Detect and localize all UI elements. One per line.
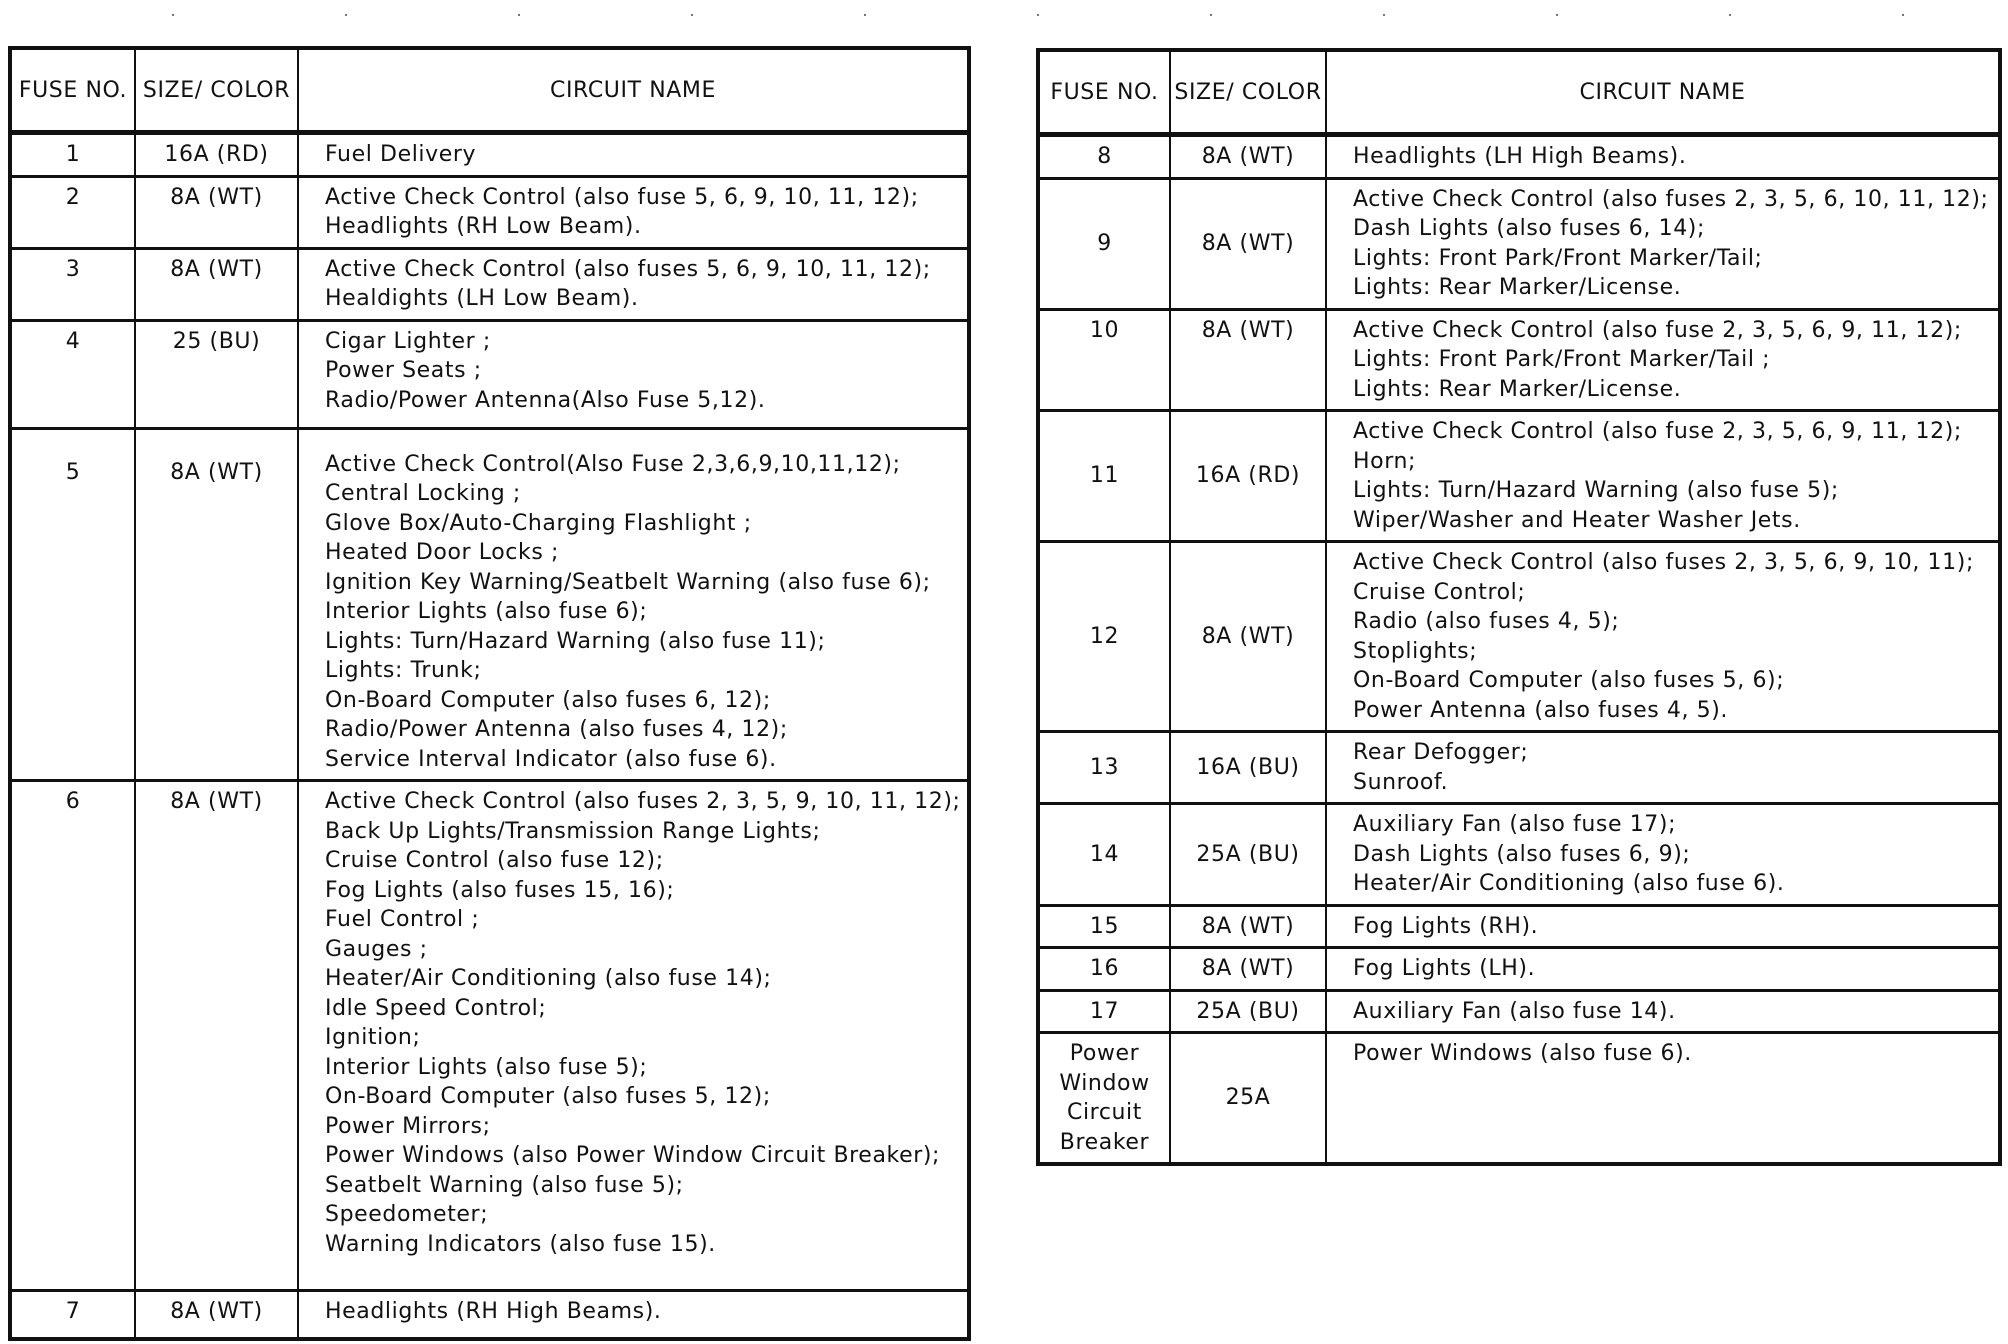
fuse-size-color: 8A (WT) [135, 1291, 298, 1339]
circuit-line: Power Windows (also fuse 6). [1353, 1041, 1692, 1066]
circuit-line: Back Up Lights/Transmission Range Lights; [325, 818, 821, 844]
fuse-size-color: 25A [1170, 1033, 1326, 1165]
header-fuse-no: FUSE NO. [10, 48, 135, 133]
circuit-line: Fog Lights (also fuses 15, 16); [325, 877, 675, 903]
fuse-row [10, 781, 969, 1291]
fuse-number: 8 [1038, 135, 1170, 179]
circuit-line: Interior Lights (also fuse 5); [325, 1054, 648, 1080]
circuit-name-cell [298, 133, 969, 177]
header-circuit-name: CIRCUIT NAME [298, 48, 969, 133]
fuse-number: 5 [10, 428, 135, 781]
fuse-row [1038, 732, 2000, 804]
circuit-line: On-Board Computer (also fuses 5, 12); [325, 1084, 771, 1109]
fuse-size-color: 25A (BU) [1170, 804, 1326, 906]
fuse-size-color: 8A (WT) [135, 248, 298, 320]
circuit-name-cell [298, 428, 969, 781]
fuse-row [1038, 309, 2000, 411]
page-edge-dots [0, 14, 2008, 24]
fuse-number: 2 [10, 176, 135, 248]
fuse-size-color: 8A (WT) [135, 176, 298, 248]
fuse-size-color: 16A (BU) [1170, 732, 1326, 804]
circuit-line: Headlights (RH High Beams). [325, 1299, 662, 1324]
circuit-name-cell [1326, 905, 2000, 948]
circuit-line: Radio/Power Antenna(Also Fuse 5,12). [325, 387, 766, 413]
fuse-row [10, 1291, 969, 1339]
circuit-name-cell [1326, 135, 2000, 179]
fuse-size-color: 8A (WT) [1170, 542, 1326, 732]
circuit-line: Auxiliary Fan (also fuse 17); [1353, 812, 1677, 837]
fuse-number: 17 [1038, 990, 1170, 1033]
circuit-line: Fuel Control ; [325, 907, 480, 932]
circuit-line: Idle Speed Control; [325, 995, 547, 1021]
circuit-line: Glove Box/Auto-Charging Flashlight ; [325, 510, 752, 536]
circuit-name-cell [1326, 948, 2000, 991]
fuse-row [1038, 948, 2000, 991]
fuse-number: 6 [10, 781, 135, 1291]
circuit-line: Rear Defogger; [1353, 740, 1529, 765]
fuse-row [1038, 178, 2000, 309]
fuse-number: 16 [1038, 948, 1170, 991]
fuse-table-right-body [1038, 135, 2000, 1165]
circuit-name-cell [298, 248, 969, 320]
fuse-size-color: 8A (WT) [1170, 948, 1326, 991]
fuse-table-right [1036, 48, 2002, 1166]
fuse-number: 12 [1038, 542, 1170, 732]
circuit-line: Active Check Control (also fuses 2, 3, 5, 6, 9, 10, 11); [1353, 550, 1974, 575]
circuit-line: Power Antenna (also fuses 4, 5). [1353, 697, 1729, 723]
circuit-line: Interior Lights (also fuse 6); [325, 599, 648, 624]
fuse-row [1038, 1033, 2000, 1165]
circuit-name-cell [1326, 804, 2000, 906]
circuit-name-cell [1326, 542, 2000, 732]
fuse-row [10, 428, 969, 781]
circuit-name-cell [298, 176, 969, 248]
fuse-size-color: 25A (BU) [1170, 990, 1326, 1033]
circuit-line: Horn; [1353, 448, 1417, 474]
fuse-row [10, 248, 969, 320]
circuit-line: Lights: Turn/Hazard Warning (also fuse 5); [1353, 478, 1839, 503]
circuit-line: Speedometer; [325, 1202, 489, 1227]
circuit-name-cell [1326, 309, 2000, 411]
fuse-size-color: 16A (RD) [135, 133, 298, 177]
fuse-size-color: 8A (WT) [135, 428, 298, 781]
fuse-number: 14 [1038, 804, 1170, 906]
fuse-number: 7 [10, 1291, 135, 1339]
fuse-row [1038, 135, 2000, 179]
fuse-row [10, 133, 969, 177]
circuit-line: Cruise Control (also fuse 12); [325, 848, 664, 873]
circuit-line: Central Locking ; [325, 481, 521, 506]
circuit-name-cell [1326, 990, 2000, 1033]
fuse-row [1038, 804, 2000, 906]
circuit-line: Active Check Control (also fuse 5, 6, 9, 10, 11, 12); [325, 184, 919, 210]
circuit-line: Active Check Control (also fuse 2, 3, 5, 6, 9, 11, 12); [1353, 419, 1962, 444]
circuit-line: Active Check Control (also fuses 2, 3, 5, 6, 10, 11, 12); [1353, 186, 1989, 212]
circuit-line: Wiper/Washer and Heater Washer Jets. [1353, 507, 1801, 533]
fuse-number: 4 [10, 320, 135, 428]
circuit-line: Active Check Control(Also Fuse 2,3,6,9,10,11,12); [325, 451, 901, 477]
fuse-row [1038, 905, 2000, 948]
circuit-line: Fuel Delivery [325, 142, 477, 167]
circuit-line: Dash Lights (also fuses 6, 14); [1353, 216, 1705, 241]
circuit-line: Lights: Front Park/Front Marker/Tail; [1353, 245, 1763, 271]
fuse-number: Power Window Circuit Breaker [1038, 1033, 1170, 1165]
circuit-line: Active Check Control (also fuse 2, 3, 5, 6, 9, 11, 12); [1353, 317, 1962, 343]
fuse-number: 13 [1038, 732, 1170, 804]
circuit-line: Heater/Air Conditioning (also fuse 14); [325, 966, 772, 991]
fuse-number: 10 [1038, 309, 1170, 411]
fuse-row [10, 320, 969, 428]
circuit-line: Stoplights; [1353, 638, 1478, 664]
header-size-color: SIZE/ COLOR [135, 48, 298, 133]
fuse-row [1038, 542, 2000, 732]
fuse-number: 9 [1038, 178, 1170, 309]
fuse-row [1038, 411, 2000, 542]
circuit-line: On-Board Computer (also fuses 6, 12); [325, 687, 771, 713]
circuit-line: Sunroof. [1353, 769, 1449, 795]
circuit-line: Cruise Control; [1353, 579, 1526, 605]
circuit-line: Lights: Turn/Hazard Warning (also fuse 11); [325, 628, 826, 654]
circuit-line: Auxiliary Fan (also fuse 14). [1353, 998, 1676, 1024]
circuit-line: Gauges ; [325, 936, 428, 962]
circuit-name-cell [1326, 1033, 2000, 1165]
circuit-line: Active Check Control (also fuses 2, 3, 5, 9, 10, 11, 12); [325, 789, 961, 814]
fuse-number: 15 [1038, 905, 1170, 948]
table-header-row [10, 48, 969, 133]
circuit-line: Power Windows (also Power Window Circuit Breaker); [325, 1143, 941, 1168]
circuit-line: Power Mirrors; [325, 1113, 491, 1139]
circuit-line: Power Seats ; [325, 358, 482, 383]
fuse-size-color: 8A (WT) [135, 781, 298, 1291]
fuse-number: 11 [1038, 411, 1170, 542]
fuse-number: 3 [10, 248, 135, 320]
circuit-line: Radio (also fuses 4, 5); [1353, 609, 1620, 634]
circuit-line: Active Check Control (also fuses 5, 6, 9, 10, 11, 12); [325, 256, 931, 282]
circuit-line: Seatbelt Warning (also fuse 5); [325, 1172, 684, 1198]
fuse-row [1038, 990, 2000, 1033]
fuse-size-color: 8A (WT) [1170, 135, 1326, 179]
circuit-line: Heater/Air Conditioning (also fuse 6). [1353, 871, 1785, 896]
circuit-line: Ignition; [325, 1025, 421, 1050]
fuse-table-left-body [10, 133, 969, 1339]
table-header-row [1038, 50, 2000, 135]
circuit-line: Warning Indicators (also fuse 15). [325, 1231, 716, 1257]
fuse-number: 1 [10, 133, 135, 177]
circuit-name-cell [298, 1291, 969, 1339]
circuit-line: Healdights (LH Low Beam). [325, 286, 639, 311]
circuit-line: Lights: Rear Marker/License. [1353, 376, 1682, 402]
circuit-line: On-Board Computer (also fuses 5, 6); [1353, 668, 1785, 693]
fuse-row [10, 176, 969, 248]
circuit-line: Dash Lights (also fuses 6, 9); [1353, 841, 1691, 867]
circuit-line: Lights: Front Park/Front Marker/Tail ; [1353, 347, 1771, 372]
header-circuit-name: CIRCUIT NAME [1326, 50, 2000, 135]
circuit-line: Headlights (LH High Beams). [1353, 144, 1687, 169]
fuse-size-color: 16A (RD) [1170, 411, 1326, 542]
header-fuse-no: FUSE NO. [1038, 50, 1170, 135]
fuse-size-color: 25 (BU) [135, 320, 298, 428]
circuit-line: Fog Lights (RH). [1353, 913, 1539, 939]
fuse-table-left [8, 46, 971, 1341]
circuit-name-cell [1326, 178, 2000, 309]
fuse-size-color: 8A (WT) [1170, 178, 1326, 309]
circuit-line: Radio/Power Antenna (also fuses 4, 12); [325, 717, 788, 742]
circuit-line: Service Interval Indicator (also fuse 6). [325, 746, 777, 772]
circuit-line: Ignition Key Warning/Seatbelt Warning (also fuse 6); [325, 569, 931, 595]
circuit-name-cell [298, 781, 969, 1291]
circuit-line: Heated Door Locks ; [325, 540, 560, 565]
header-size-color: SIZE/ COLOR [1170, 50, 1326, 135]
circuit-line: Headlights (RH Low Beam). [325, 214, 642, 239]
circuit-name-cell [298, 320, 969, 428]
circuit-name-cell [1326, 411, 2000, 542]
circuit-line: Fog Lights (LH). [1353, 956, 1536, 981]
circuit-line: Lights: Trunk; [325, 658, 482, 683]
circuit-line: Lights: Rear Marker/License. [1353, 275, 1682, 300]
fuse-size-color: 8A (WT) [1170, 905, 1326, 948]
circuit-line: Cigar Lighter ; [325, 328, 491, 354]
circuit-name-cell [1326, 732, 2000, 804]
fuse-size-color: 8A (WT) [1170, 309, 1326, 411]
